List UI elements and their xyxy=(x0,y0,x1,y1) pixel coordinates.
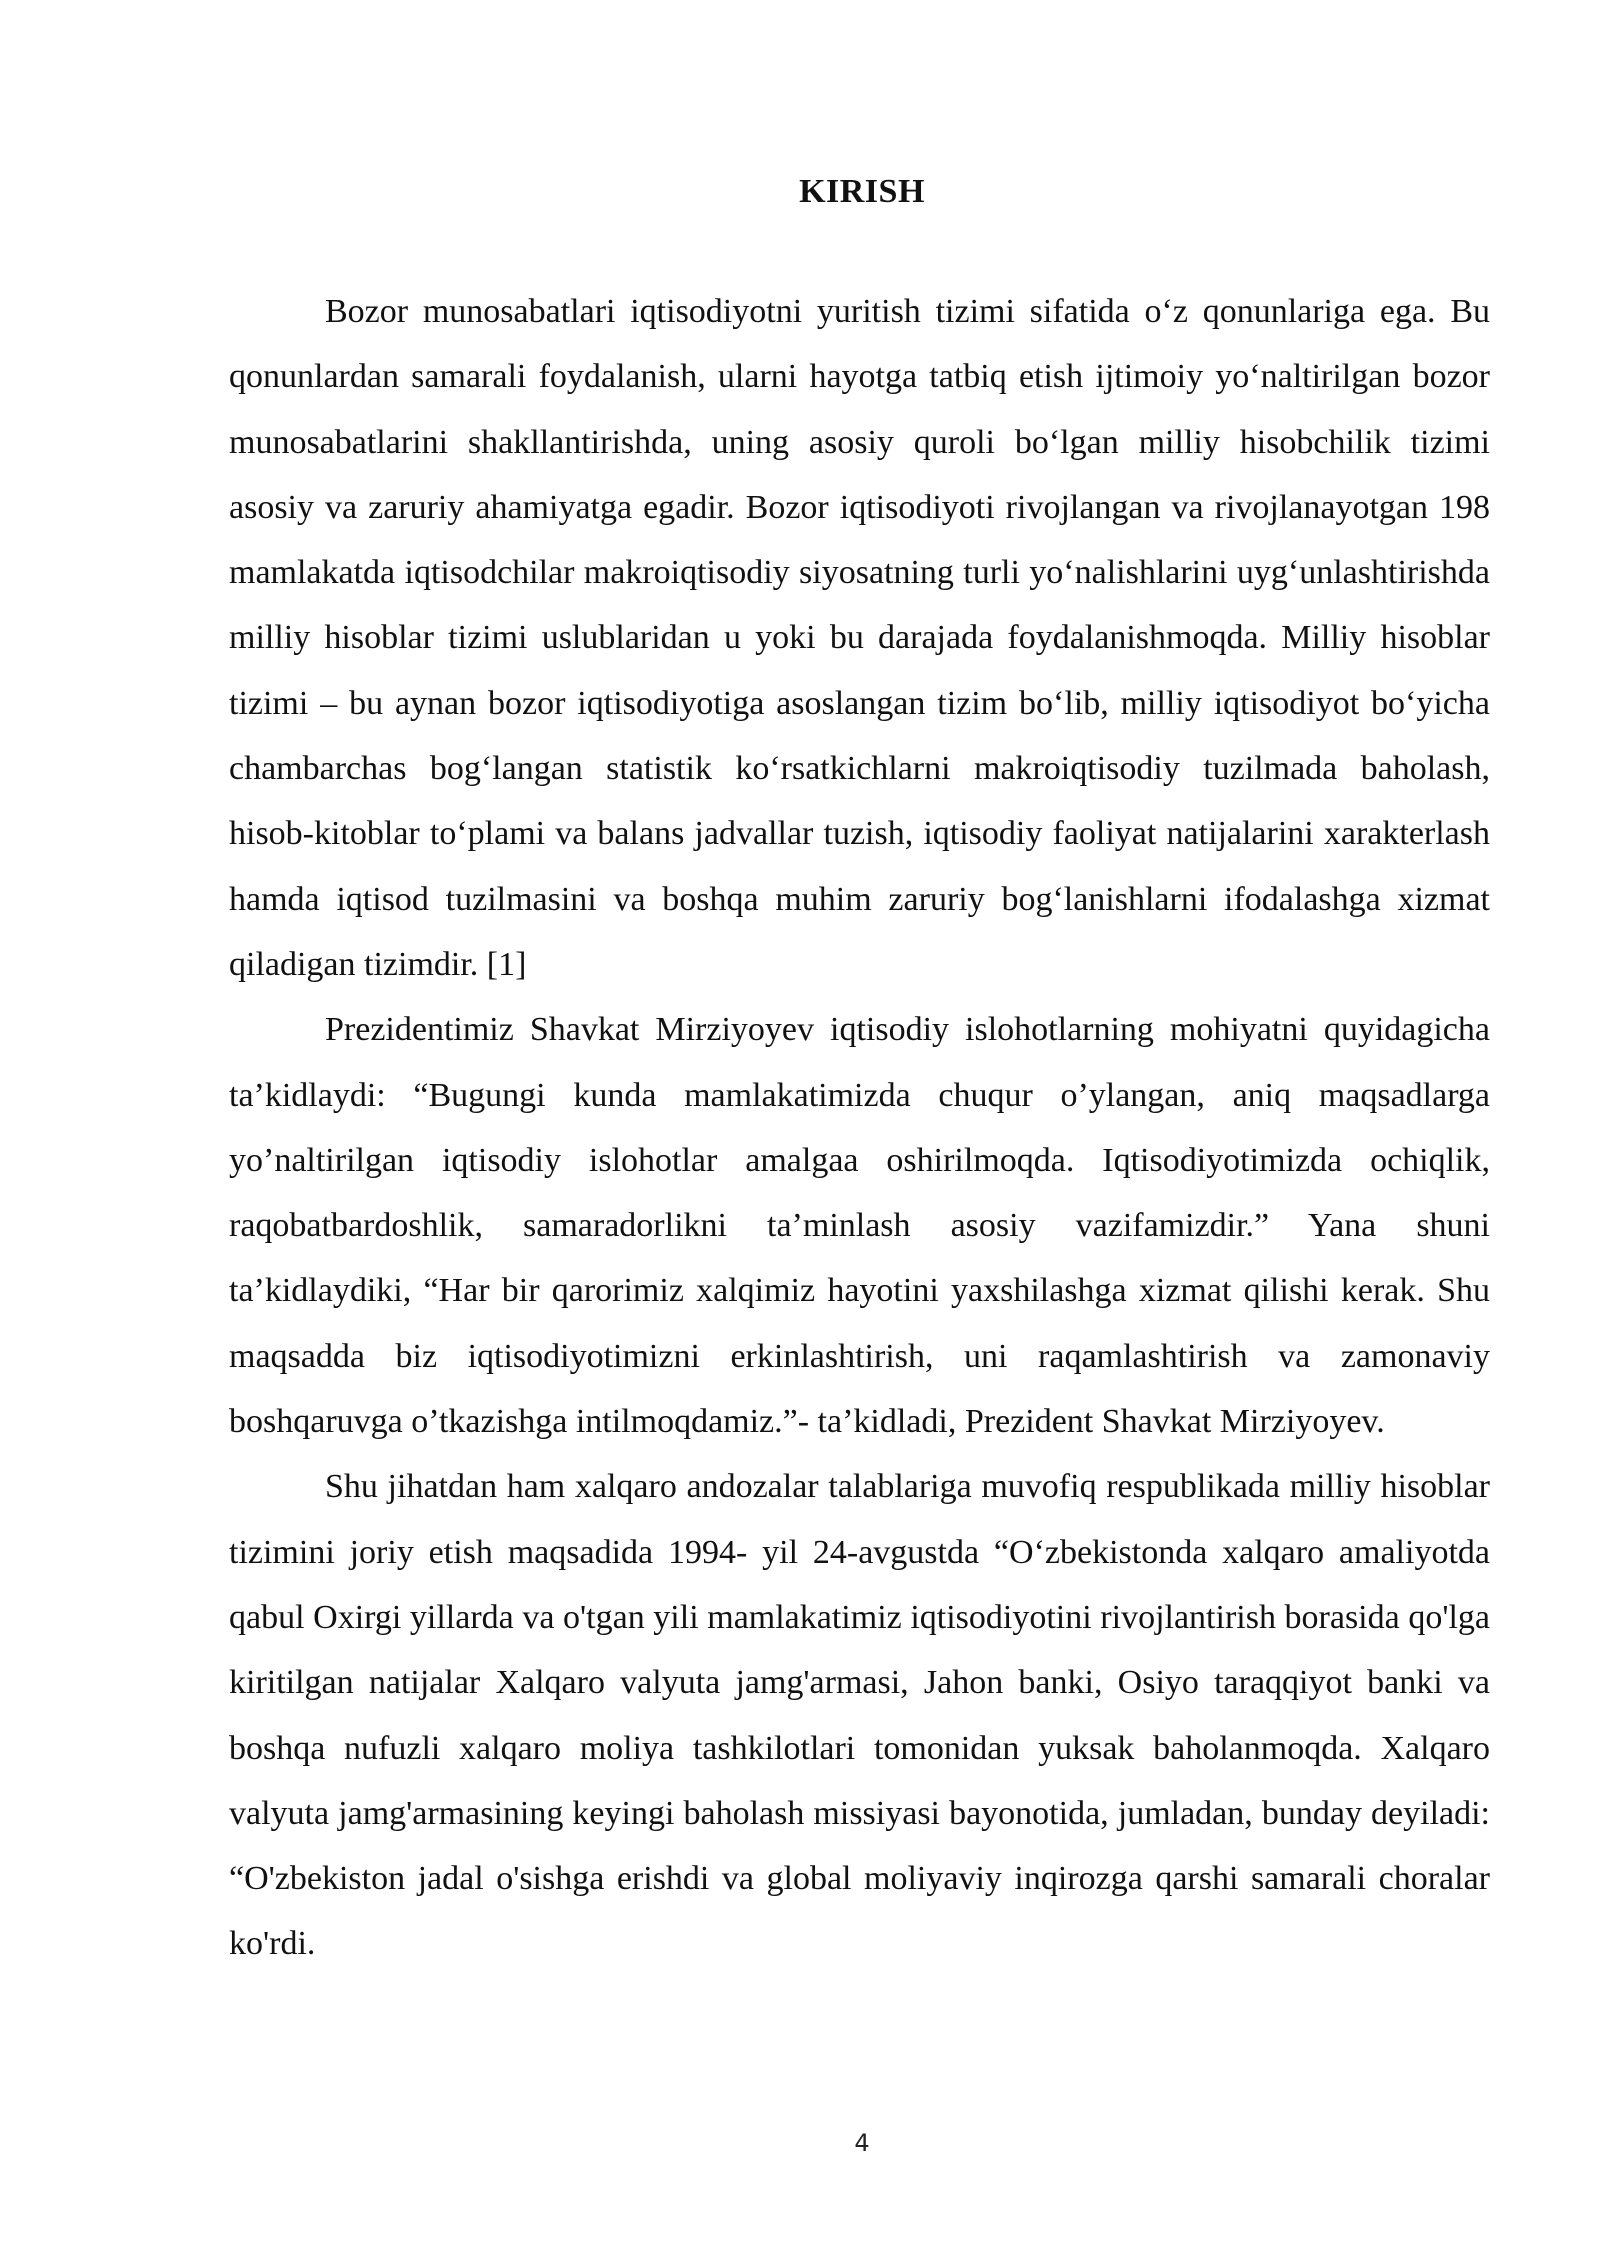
page-number: 4 xyxy=(854,2129,870,2157)
paragraph: Shu jihatdan ham xalqaro andozalar talablariga muvofiq respublikada milliy hisoblar tizimini joriy etish maqsadida 1994- yil 24-avgustda “O‘zbekistonda xalqaro amaliyotda qabul Oxirgi yillarda va o'tgan yili mamlakatimiz iqtisodiyotini rivojlantirish borasida qo'lga kiritilgan natijalar Xalqaro valyuta jamg'armasi, Jahon banki, Osiyo taraqqiyot banki va boshqa nufuzli xalqaro moliya tashkilotlari tomonidan yuksak baholanmoqda. Xalqaro valyuta jamg'armasining keyingi baholash missiyasi bayonotida, jumladan, bunday deyiladi: “O'zbekiston jadal o'sishga erishdi va global moliyaviy inqirozga qarshi samarali choralar ko'rdi. xyxy=(229,1468,1490,1963)
paragraph: Bozor munosabatlari iqtisodiyotni yuritish tizimi sifatida o‘z qonunlariga ega. Bu qonunlardan samarali foydalanish, ularni hayotga tatbiq etish ijtimoiy yo‘naltirilgan bozor munosabatlarini shakllantirishda, uning asosiy quroli bo‘lgan milliy hisobchilik tizimi asosiy va zaruriy ahamiyatga egadir. Bozor iqtisodiyoti rivojlangan va rivojlanayotgan 198 mamlakatda iqtisodchilar makroiqtisodiy siyosatning turli yo‘nalishlarini uyg‘unlashtirishda milliy hisoblar tizimi uslublaridan u yoki bu darajada foydalanishmoqda. Milliy hisoblar tizimi – bu aynan bozor iqtisodiyotiga asoslangan tizim bo‘lib, milliy iqtisodiyot bo‘yicha chambarchas bog‘langan statistik ko‘rsatkichlarni makroiqtisodiy tuzilmada baholash, hisob-kitoblar to‘plami va balans jadvallar tuzish, iqtisodiy faoliyat natijalarini xarakterlash hamda iqtisod tuzilmasini va boshqa muhim zaruriy bog‘lanishlarni ifodalashga xizmat qiladigan tizimdir. [1] xyxy=(229,293,1490,983)
page-title: KIRISH xyxy=(799,173,925,210)
paragraph: Prezidentimiz Shavkat Mirziyoyev iqtisodiy islohotlarning mohiyatni quyidagicha ta’kidlaydi: “Bugungi kunda mamlakatimizda chuqur o’ylangan, aniq maqsadlarga yo’naltirilgan iqtisodiy islohotlar amalgaa oshirilmoqda. Iqtisodiyotimizda ochiqlik, raqobatbardoshlik, samaradorlikni ta’minlash asosiy vazifamizdir.” Yana shuni ta’kidlaydiki, “Har bir qarorimiz xalqimiz hayotini yaxshilashga xizmat qilishi kerak. Shu maqsadda biz iqtisodiyotimizni erkinlashtirish, uni raqamlashtirish va zamonaviy boshqaruvga o’tkazishga intilmoqdamiz.”- ta’kidladi, Prezident Shavkat Mirziyoyev. xyxy=(229,1011,1490,1441)
body-text xyxy=(229,279,1490,1977)
